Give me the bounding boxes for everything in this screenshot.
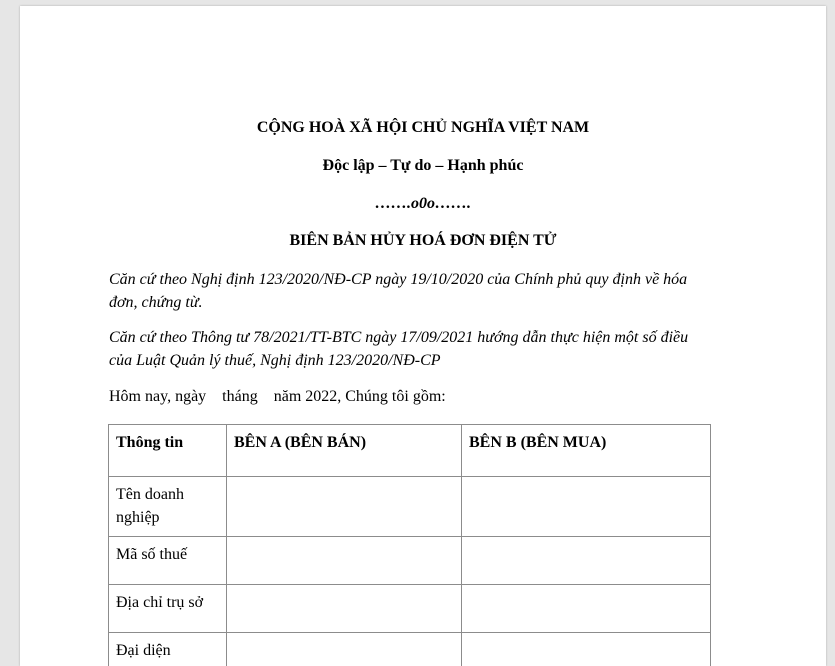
cell-party-a[interactable] <box>227 477 462 537</box>
document-title: BIÊN BẢN HỦY HOÁ ĐƠN ĐIỆN TỬ <box>20 232 826 250</box>
legal-basis-1-line2: đơn, chứng từ. <box>109 291 749 314</box>
cell-party-b[interactable] <box>462 585 711 633</box>
legal-basis-1-line1: Căn cứ theo Nghị định 123/2020/NĐ-CP ngày 19/10/2020 của Chính phủ quy định về hóa <box>109 268 749 291</box>
cell-party-a[interactable] <box>227 633 462 666</box>
document-page <box>20 6 826 666</box>
legal-basis-2-line2: của Luật Quản lý thuế, Nghị định 123/2020/NĐ-CP <box>109 349 749 372</box>
table-row <box>109 633 711 666</box>
cell-party-a[interactable] <box>227 585 462 633</box>
row-label-company-name <box>109 477 227 537</box>
legal-basis-1 <box>109 268 749 314</box>
legal-basis-2-line1: Căn cứ theo Thông tư 78/2021/TT-BTC ngày 17/09/2021 hướng dẫn thực hiện một số điều <box>109 326 749 349</box>
header-party-b: BÊN B (BÊN MUA) <box>462 425 711 477</box>
legal-basis-2 <box>109 326 749 372</box>
table-row <box>109 477 711 537</box>
header-party-a: BÊN A (BÊN BÁN) <box>227 425 462 477</box>
row-label-line: nghiệp <box>116 506 219 529</box>
heading-country: CỘNG HOÀ XÃ HỘI CHỦ NGHĨA VIỆT NAM <box>20 119 826 137</box>
heading-separator: …….o0o……. <box>20 195 826 213</box>
heading-motto: Độc lập – Tự do – Hạnh phúc <box>20 157 826 175</box>
cell-party-b[interactable] <box>462 633 711 666</box>
cell-party-b[interactable] <box>462 537 711 585</box>
row-label-line: Tên doanh <box>116 483 219 506</box>
parties-table <box>108 424 711 666</box>
table-row <box>109 585 711 633</box>
table-header-row <box>109 425 711 477</box>
row-label-representative: Đại diện <box>109 633 227 666</box>
table-row <box>109 537 711 585</box>
row-label-address: Địa chỉ trụ sở <box>109 585 227 633</box>
cell-party-b[interactable] <box>462 477 711 537</box>
header-info: Thông tin <box>109 425 227 477</box>
row-label-tax-code: Mã số thuế <box>109 537 227 585</box>
intro-paragraph: Hôm nay, ngày tháng năm 2022, Chúng tôi gồm: <box>109 385 749 408</box>
cell-party-a[interactable] <box>227 537 462 585</box>
